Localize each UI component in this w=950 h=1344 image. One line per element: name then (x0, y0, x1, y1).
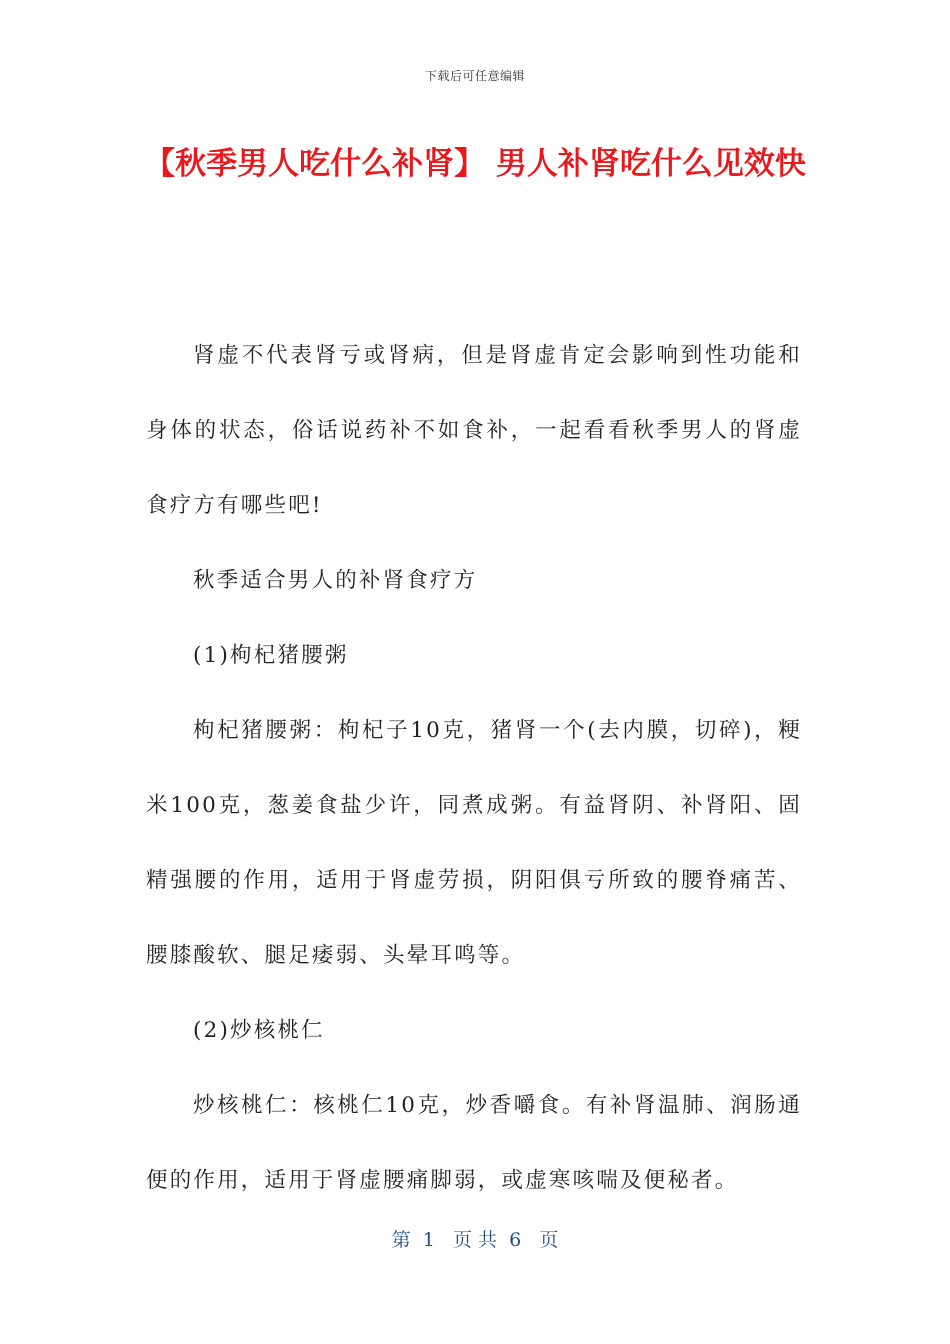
paragraph-recipe-2-heading: (2)炒核桃仁 (193, 1018, 325, 1043)
document-body (146, 318, 802, 1218)
page-footer (0, 1225, 950, 1252)
header-note: 下载后可任意编辑 (424, 69, 525, 83)
footer-middle: 页 共 (434, 1229, 510, 1251)
paragraph-recipe-1-body: 枸杞猪腰粥：枸杞子10克，猪肾一个(去内膜，切碎)，粳米100克，葱姜食盐少许，同煮成粥。有益肾阴、补肾阳、固精强腰的作用，适用于肾虚劳损，阴阳俱亏所致的腰脊痛苦、腰膝酸软、腿足痿弱、头晕耳鸣等。 (146, 718, 802, 968)
paragraph-intro: 肾虚不代表肾亏或肾病，但是肾虚肯定会影响到性功能和身体的状态，俗话说药补不如食补，一起看看秋季男人的肾虚食疗方有哪些吧! (146, 343, 802, 518)
paragraph-recipe-1-heading: (1)枸杞猪腰粥 (193, 643, 349, 668)
document-title: 【秋季男人吃什么补肾】 男人补肾吃什么见效快 (144, 146, 806, 182)
footer-page-number: 1 (422, 1229, 435, 1251)
footer-total-pages: 6 (509, 1229, 522, 1251)
footer-suffix: 页 (521, 1229, 559, 1251)
paragraph-section-heading: 秋季适合男人的补肾食疗方 (193, 568, 478, 593)
footer-prefix: 第 (391, 1229, 423, 1251)
paragraph-recipe-2-body: 炒核桃仁：核桃仁10克，炒香嚼食。有补肾温肺、润肠通便的作用，适用于肾虚腰痛脚弱，或虚寒咳喘及便秘者。 (146, 1093, 802, 1193)
